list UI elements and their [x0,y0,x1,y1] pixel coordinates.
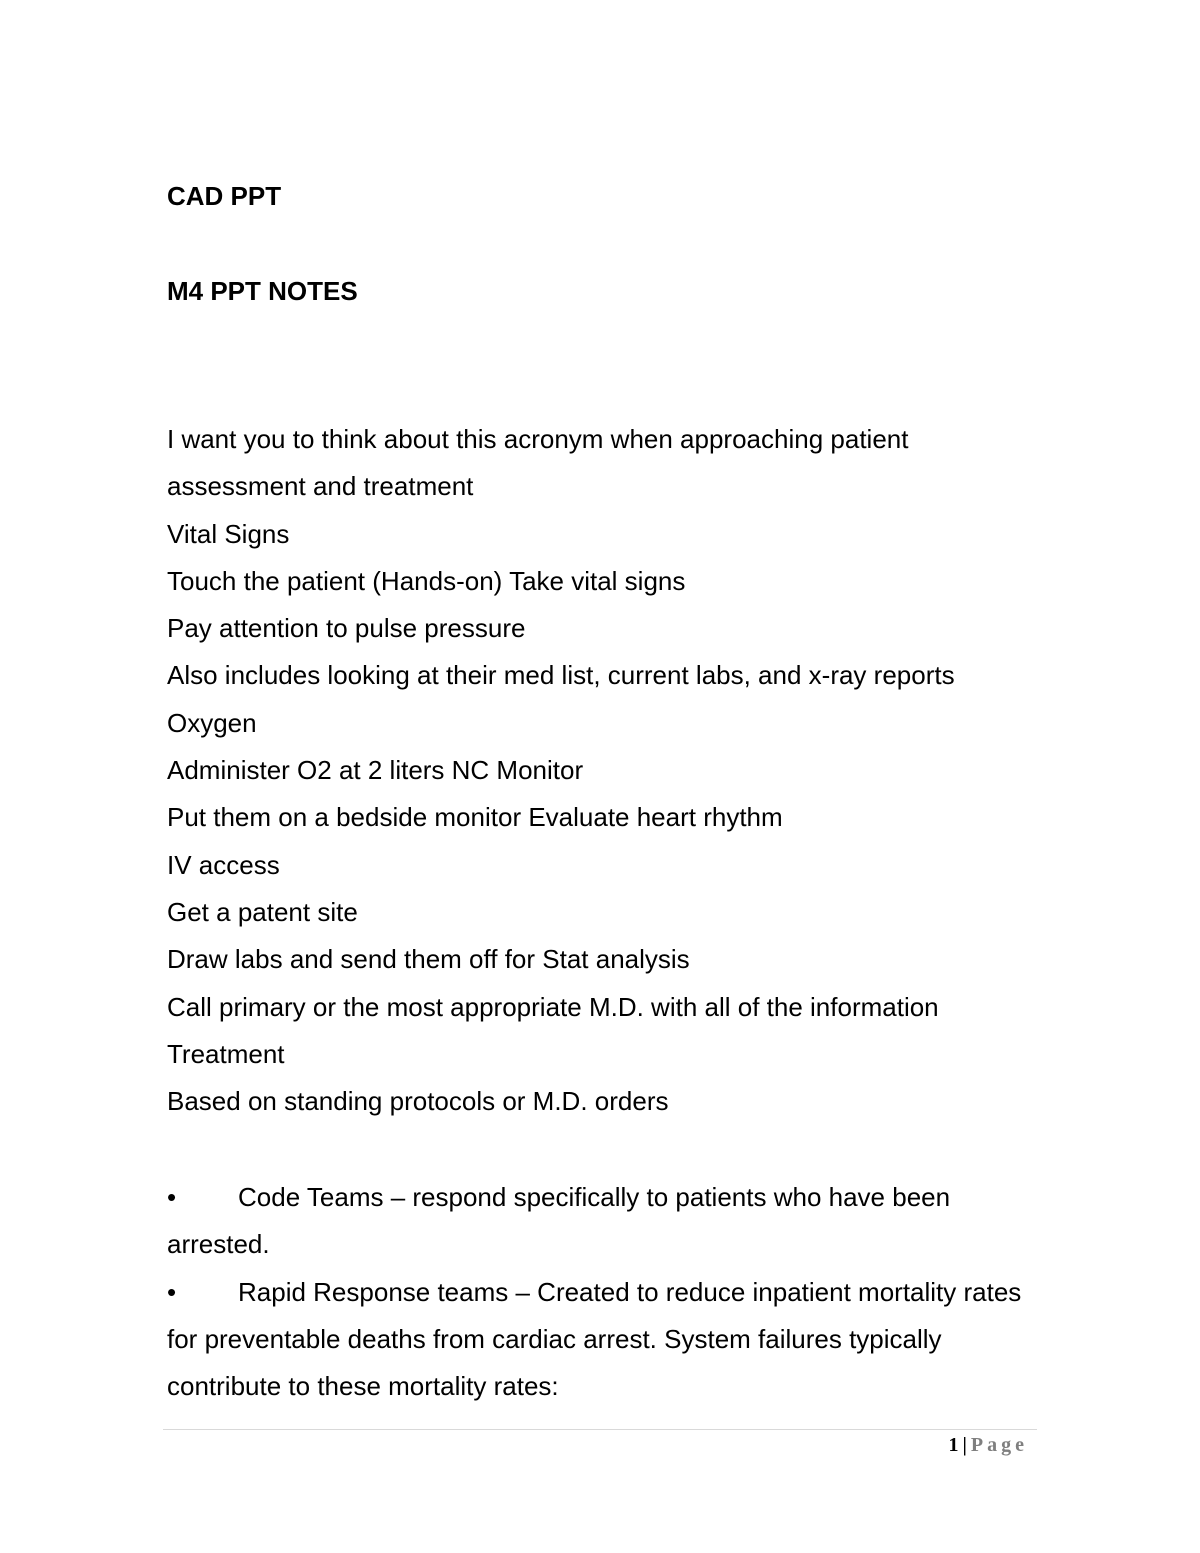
footer-divider [163,1429,1037,1430]
notes-line: Administer O2 at 2 liters NC Monitor [167,755,584,786]
bullet-text: Code Teams – respond specifically to patients who have been arrested. [167,1182,951,1260]
notes-line: assessment and treatment [167,471,474,502]
notes-line: Based on standing protocols or M.D. orders [167,1086,669,1117]
notes-line: Draw labs and send them off for Stat analysis [167,944,690,975]
document-title: CAD PPT [167,181,282,211]
notes-line: Also includes looking at their med list, current labs, and x-ray reports [167,660,955,691]
notes-line: IV access [167,849,280,880]
bullet-text: Rapid Response teams – Created to reduce inpatient mortality rates for preventable deaths from cardiac arrest. System failures typically contribute to these mortality rates: [167,1276,1022,1402]
notes-line: Oxygen [167,707,257,738]
notes-line: Touch the patient (Hands-on) Take vital signs [167,565,686,596]
bullet-list [167,1174,1047,1410]
notes-line: Get a patent site [167,896,358,927]
notes-line: Call primary or the most appropriate M.D. with all of the information [167,991,939,1022]
bullet-marker: • [167,1276,177,1307]
page-number: 1 [948,1434,959,1456]
notes-line: Vital Signs [167,518,290,549]
footer-separator: | [962,1434,967,1456]
notes-line: Treatment [167,1038,285,1069]
page-label: Page [970,1434,1028,1456]
page-footer [949,1434,1029,1457]
bullet-item-code-teams [167,1174,1047,1269]
document-subtitle: M4 PPT NOTES [167,276,358,306]
notes-line: I want you to think about this acronym when approaching patient [167,424,909,454]
notes-line: Pay attention to pulse pressure [167,613,526,644]
bullet-item-rapid-response [167,1269,1047,1411]
notes-body [167,416,1047,1125]
bullet-marker: • [167,1182,177,1212]
notes-line: Put them on a bedside monitor Evaluate heart rhythm [167,802,783,833]
